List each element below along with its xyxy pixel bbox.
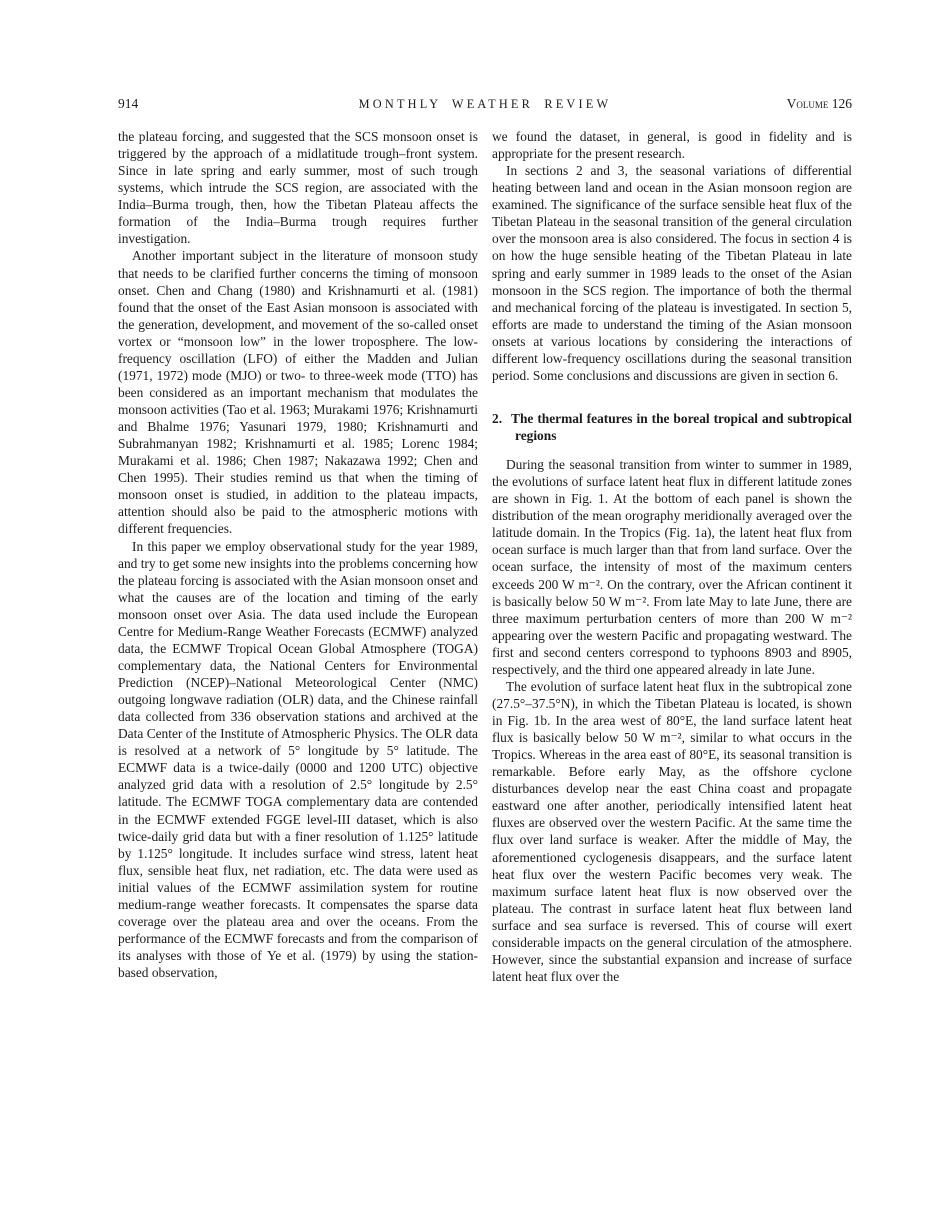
right-column bbox=[492, 128, 852, 985]
two-column-body bbox=[118, 128, 852, 985]
paragraph: During the seasonal transition from winter to summer in 1989, the evolutions of surface latent heat flux in different latitude zones are shown in Fig. 1. At the bottom of each panel is shown the distribution of the mean orography meridionally averaged over the latitude domain. In the Tropics (Fig. 1a), the latent heat flux from ocean surface is much larger than that from land surface. Over the ocean surface, the intensity of most of the maximum centers exceeds 200 W m⁻². On the contrary, over the African continent it is basically below 50 W m⁻². From late May to late June, there are three maximum perturbation centers of more than 200 W m⁻² appearing over the western Pacific and propagating westward. The first and second centers correspond to typhoons 8903 and 8905, respectively, and the third one appeared already in late June. bbox=[492, 457, 852, 677]
volume-label: Volume 126 bbox=[786, 96, 852, 111]
section-heading bbox=[492, 410, 852, 444]
paragraph: In this paper we employ observational study for the year 1989, and try to get some new insights into the problems concerning how the plateau forcing is associated with the Asian monsoon onset and what the causes are of the location and timing of the early monsoon onset over Asia. The data used include the European Centre for Medium-Range Weather Forecasts (ECMWF) analyzed data, the ECMWF Tropical Ocean Global Atmosphere (TOGA) complementary data, the National Centers for Environmental Prediction (NCEP)–National Meteorological Center (NMC) outgoing longwave radiation (OLR) data, and the Chinese rainfall data collected from 336 observation stations and archived at the Data Center of the Institute of Atmospheric Physics. The OLR data is resolved at a network of 5° longitude by 5° latitude. The ECMWF data is a twice-daily (0000 and 1200 UTC) objective analyzed grid data with a resolution of 2.5° longitude by 2.5° latitude. The ECMWF TOGA complementary data are contended in the ECMWF extended FGGE level-III dataset, which is also twice-daily grid data but with a finer resolution of 1.125° latitude by 1.125° longitude. It includes surface wind stress, latent heat flux, sensible heat flux, net radiation, etc. The data were used as initial values of the ECMWF assimilation system for routine medium-range weather forecasts. It compensates the sparse data coverage over the plateau area and over the oceans. From the performance of the ECMWF forecasts and from the comparison of its analyses with those of Ye et al. (1979) by using the station-based observation, bbox=[118, 538, 478, 981]
paragraph: we found the dataset, in general, is good in fidelity and is appropriate for the present research. bbox=[492, 129, 852, 162]
paragraph: Another important subject in the literature of monsoon study that needs to be clarified further concerns the timing of monsoon onset. Chen and Chang (1980) and Krishnamurti et al. (1981) found that the onset of the East Asian monsoon is associated with the generation, development, and movement of the so-called onset vortex or “monsoon low” in the lower troposphere. The low-frequency oscillation (LFO) of either the Madden and Julian (1971, 1972) mode (MJO) or two- to three-week mode (TTO) has been considered as an important mechanism that modulates the monsoon activities (Tao et al. 1963; Murakami 1976; Krishnamurti and Bhalme 1976; Yasunari 1979, 1980; Krishnamurti and Subrahmanyan 1982; Krishnamurti et al. 1985; Lorenc 1984; Murakami et al. 1986; Chen 1987; Nakazawa 1992; Chen and Chen 1995). Their studies remind us that when the timing of monsoon onset is studied, in addition to the plateau impacts, attention should also be paid to the atmospheric motions with different frequencies. bbox=[118, 248, 478, 537]
running-head bbox=[118, 96, 852, 112]
section-number: 2. bbox=[492, 410, 503, 426]
page-number: 914 bbox=[118, 96, 139, 111]
paragraph: the plateau forcing, and suggested that the SCS monsoon onset is triggered by the approach of a midlatitude trough–front system. Since in late spring and early summer, most of such trough systems, which intrude the SCS region, are associated with the India–Burma trough, then, how the Tibetan Plateau affects the formation of the India–Burma trough requires further investigation. bbox=[118, 129, 478, 247]
paragraph: The evolution of surface latent heat flux in the subtropical zone (27.5°–37.5°N), in which the Tibetan Plateau is located, is shown in Fig. 1b. In the area west of 80°E, the land surface latent heat flux is basically below 50 W m⁻², similar to what occurs in the Tropics. Whereas in the area east of 80°E, its seasonal transition is remarkable. Before early May, as the offshore cyclone disturbances develop near the east China coast and propagate eastward one after another, periodically intensified latent heat fluxes are observed over the western Pacific. At the same time the flux over land surface is weaker. After the middle of May, the aforementioned cyclogenesis disappears, and the surface latent heat flux over the western Pacific becomes very weak. The maximum surface latent heat flux is now observed over the plateau. The contrast in surface latent heat flux between land surface and sea surface is reversed. This of course will exert considerable impacts on the general circulation of the atmosphere. However, since the substantial expansion and increase of surface latent heat flux over the bbox=[492, 678, 852, 984]
left-column bbox=[118, 128, 478, 985]
journal-title: MONTHLY WEATHER REVIEW bbox=[358, 97, 612, 111]
paragraph: In sections 2 and 3, the seasonal variations of differential heating between land and ocean in the Asian monsoon region are examined. The significance of the surface sensible heat flux of the Tibetan Plateau in the seasonal transition of the general circulation over the monsoon area is also considered. The focus in section 4 is on how the huge sensible heating of the Tibetan Plateau in late spring and early summer in 1989 leads to the onset of the Asian monsoon in the SCS region. The importance of both the thermal and mechanical forcing of the plateau is investigated. In section 5, efforts are made to understand the timing of the Asian monsoon onsets at various locations by considering the interactions of different low-frequency oscillations during the seasonal transition period. Some conclusions and discussions are given in section 6. bbox=[492, 163, 852, 383]
section-title: The thermal features in the boreal tropical and subtropical regions bbox=[511, 410, 852, 443]
